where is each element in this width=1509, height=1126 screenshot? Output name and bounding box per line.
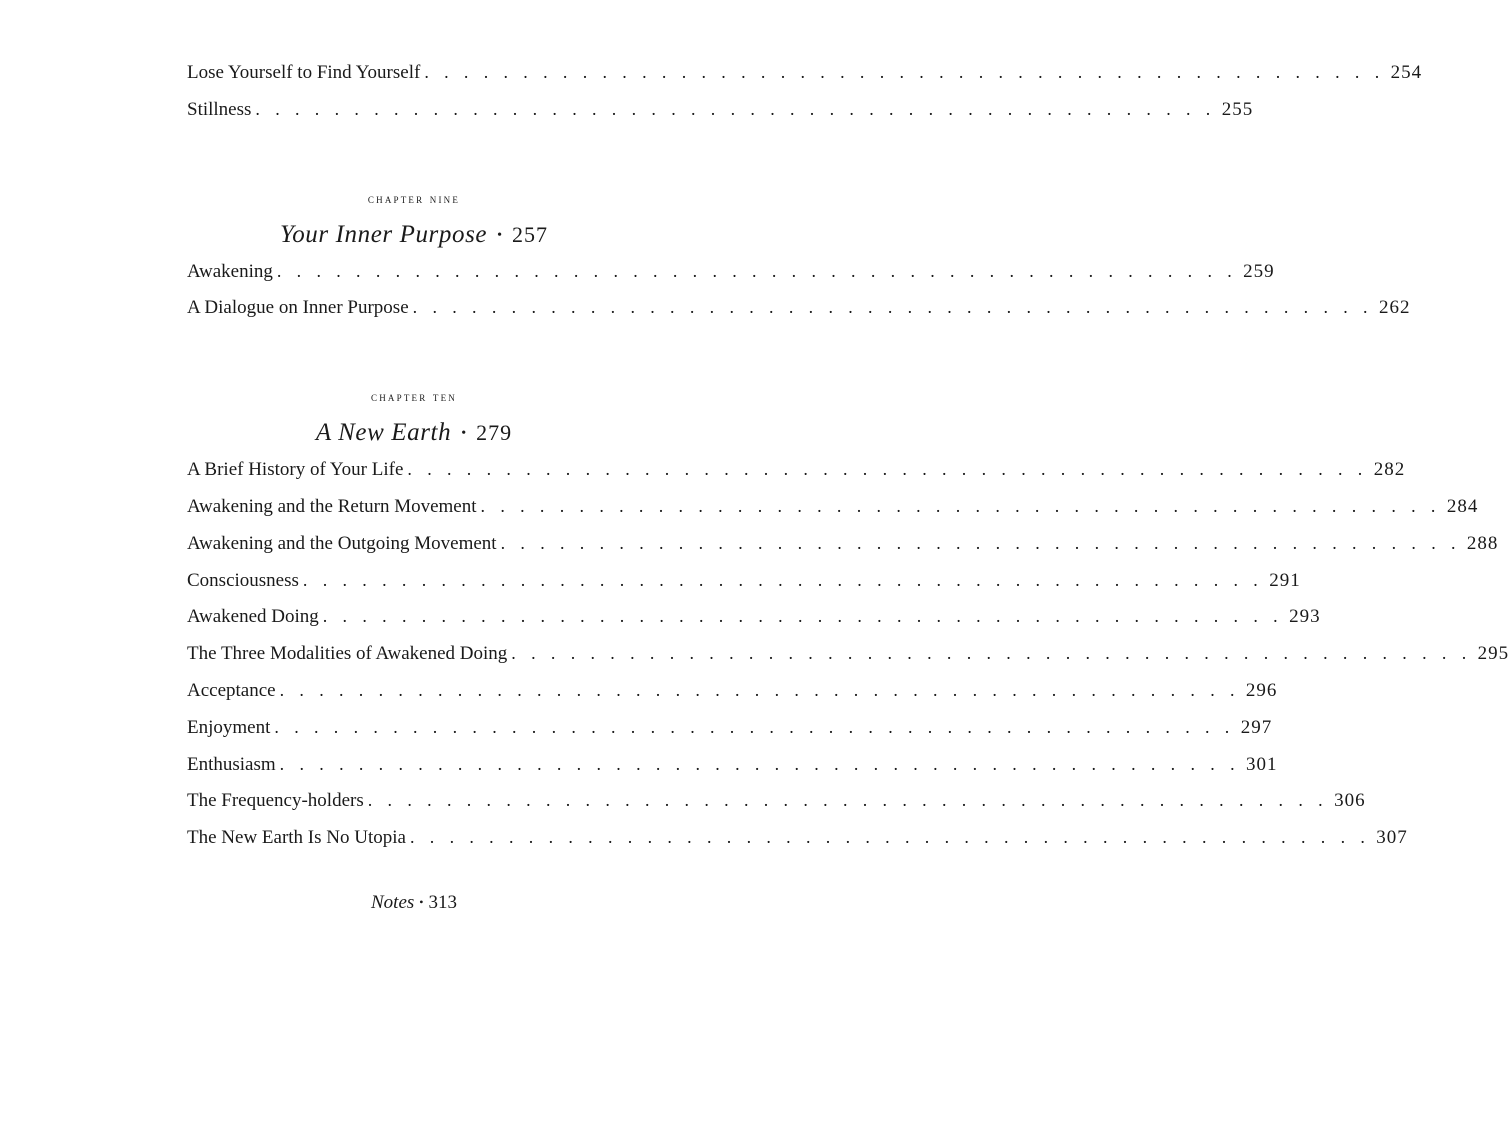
entry-page-number: 291 — [1269, 569, 1301, 591]
entry-page-number: 301 — [1245, 753, 1278, 775]
entry-page-number: 306 — [1334, 790, 1366, 812]
entry-page-number: 307 — [1376, 827, 1408, 849]
dot-leader: . . . . . . . . . . . . . . . . . . . . . . . . . . . . . . . . . . . . . . . . . . . . . . . . . — [322, 606, 1284, 627]
entry-page-number: 284 — [1446, 495, 1479, 517]
bullet-separator: • — [497, 227, 503, 243]
chapter-title-text: Your Inner Purpose — [279, 220, 488, 248]
dot-leader: . . . . . . . . . . . . . . . . . . . . . . . . . . . . . . . . . . . . . . . . . . . . . . . . . — [276, 260, 1238, 281]
dot-leader: . . . . . . . . . . . . . . . . . . . . . . . . . . . . . . . . . . . . . . . . . . . . . . . . . — [367, 790, 1329, 811]
notes-page-number: 313 — [428, 891, 457, 913]
entry-page-number: 255 — [1221, 98, 1254, 120]
entry-page-number: 296 — [1245, 679, 1278, 701]
entry-title: Acceptance — [187, 679, 276, 701]
toc-entry[interactable] — [187, 62, 1423, 99]
chapter-title[interactable] — [187, 215, 641, 255]
chapter-ten — [187, 387, 1509, 864]
dot-leader: . . . . . . . . . . . . . . . . . . . . . . . . . . . . . . . . . . . . . . . . . . . . . . . . . — [412, 297, 1373, 318]
entry-title: Enjoyment — [187, 716, 271, 738]
toc-entry[interactable] — [187, 606, 1321, 643]
entry-page-number: 259 — [1243, 260, 1275, 282]
entry-page-number: 295 — [1477, 643, 1509, 665]
entry-page-number: 293 — [1289, 606, 1321, 628]
dot-leader: . . . . . . . . . . . . . . . . . . . . . . . . . . . . . . . . . . . . . . . . . . . . . . . . . — [274, 716, 1235, 737]
toc-entry[interactable] — [187, 532, 1499, 570]
entry-page-number: 297 — [1240, 716, 1273, 738]
dot-leader: . . . . . . . . . . . . . . . . . . . . . . . . . . . . . . . . . . . . . . . . . . . . . . . . . — [409, 827, 1371, 848]
toc-entry[interactable] — [187, 459, 1406, 496]
dot-leader: . . . . . . . . . . . . . . . . . . . . . . . . . . . . . . . . . . . . . . . . . . . . . . . . . — [255, 98, 1216, 119]
toc-entry[interactable] — [187, 643, 1509, 680]
toc-entry[interactable] — [187, 297, 1411, 334]
dot-leader: . . . . . . . . . . . . . . . . . . . . . . . . . . . . . . . . . . . . . . . . . . . . . . . . . — [480, 495, 1441, 516]
top-entries — [187, 62, 1423, 136]
entry-title: Awakening and the Return Movement — [187, 495, 477, 517]
entry-title: Stillness — [187, 98, 252, 120]
chapter-entries — [187, 459, 1509, 864]
toc-entry[interactable] — [187, 679, 1278, 717]
entry-title: Awakened Doing — [187, 606, 319, 628]
chapter-entries — [187, 260, 1411, 335]
dot-leader: . . . . . . . . . . . . . . . . . . . . . . . . . . . . . . . . . . . . . . . . . . . . . . . . . — [279, 753, 1240, 774]
entry-title: A Dialogue on Inner Purpose — [187, 297, 409, 319]
dot-leader: . . . . . . . . . . . . . . . . . . . . . . . . . . . . . . . . . . . . . . . . . . . . . . . . . — [500, 532, 1461, 553]
entry-page-number: 288 — [1466, 532, 1499, 554]
dot-leader: . . . . . . . . . . . . . . . . . . . . . . . . . . . . . . . . . . . . . . . . . . . . . . . . . — [407, 459, 1368, 480]
bullet-separator: • — [419, 894, 424, 909]
dot-leader: . . . . . . . . . . . . . . . . . . . . . . . . . . . . . . . . . . . . . . . . . . . . . . . . . — [511, 643, 1472, 664]
chapter-title-text: A New Earth — [315, 419, 452, 447]
toc-entry[interactable] — [187, 753, 1278, 791]
entry-title: The New Earth Is No Utopia — [187, 827, 406, 849]
toc-entry[interactable] — [187, 827, 1408, 864]
entry-page-number: 282 — [1373, 459, 1406, 481]
entry-title: Lose Yourself to Find Yourself — [187, 62, 421, 83]
notes-entry[interactable] — [187, 888, 641, 918]
entry-title: Enthusiasm — [187, 753, 276, 775]
table-of-contents — [187, 62, 1509, 918]
toc-entry[interactable] — [187, 260, 1275, 298]
toc-entry[interactable] — [187, 98, 1254, 136]
chapter-label: chapter ten — [371, 389, 457, 405]
toc-entry[interactable] — [187, 716, 1273, 754]
chapter-page-number: 257 — [512, 221, 549, 247]
toc-entry[interactable] — [187, 495, 1479, 533]
entry-title: A Brief History of Your Life — [187, 459, 404, 481]
chapter-title[interactable] — [187, 413, 641, 453]
notes-title: Notes — [371, 891, 415, 913]
chapter-nine — [187, 189, 1411, 335]
entry-title: Consciousness — [187, 569, 299, 591]
entry-page-number: 254 — [1390, 62, 1423, 83]
toc-entry[interactable] — [187, 790, 1366, 827]
dot-leader: . . . . . . . . . . . . . . . . . . . . . . . . . . . . . . . . . . . . . . . . . . . . . . . . . — [302, 569, 1264, 590]
chapter-label: chapter nine — [367, 190, 461, 206]
entry-page-number: 262 — [1378, 297, 1411, 319]
dot-leader: . . . . . . . . . . . . . . . . . . . . . . . . . . . . . . . . . . . . . . . . . . . . . . . . . — [424, 62, 1385, 82]
entry-title: The Three Modalities of Awakened Doing — [187, 643, 508, 665]
bullet-separator: • — [461, 426, 467, 442]
chapter-page-number: 279 — [476, 420, 513, 446]
dot-leader: . . . . . . . . . . . . . . . . . . . . . . . . . . . . . . . . . . . . . . . . . . . . . . . . . — [279, 679, 1240, 700]
entry-title: Awakening — [187, 260, 273, 282]
toc-entry[interactable] — [187, 569, 1301, 607]
entry-title: Awakening and the Outgoing Movement — [187, 532, 497, 554]
entry-title: The Frequency-holders — [187, 790, 364, 812]
